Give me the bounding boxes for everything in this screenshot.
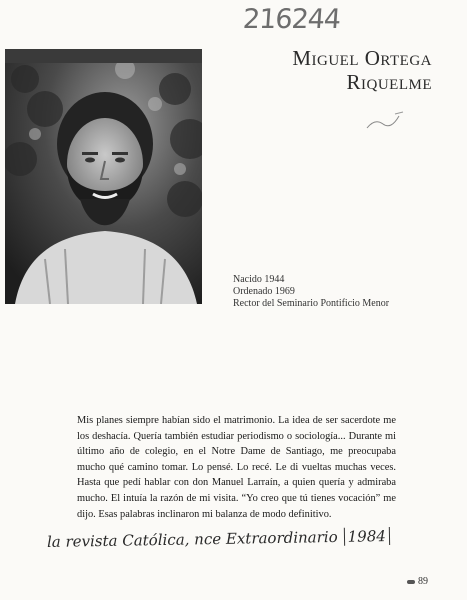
- page-number-text: 89: [418, 576, 428, 587]
- person-name: [292, 46, 432, 94]
- testimony-paragraph: Mis planes siempre habían sido el matrimonio. La idea de ser sacerdote me los deshacía. Quería también estudiar periodismo o sociología... Durante mi último año de colegio, en el Notre Dame de Santiago, me preocupaba mucho qué camino tomar. Lo pensé. Lo recé. Le di vueltas muchas veces. Hasta que pedí hablar con don Manuel Larraín, a quien quería y admiraba mucho. El intuía la razón de mi visita. “Yo creo que tú tienes vocación” me dijo. Esas palabras inclinaron mi balanza de modo definitivo.: [77, 415, 396, 520]
- person-name-line2: Riquelme: [346, 70, 432, 94]
- source-note-text: la revista Católica, nce Extraordinario: [46, 527, 338, 551]
- page-number: [407, 576, 428, 587]
- pen-scribble-mark: [365, 110, 405, 132]
- birth-year-line: Nacido 1944: [233, 274, 285, 285]
- ink-mark-icon: [407, 580, 415, 584]
- position-line: Rector del Seminario Pontificio Menor: [233, 298, 390, 309]
- portrait-photo: [5, 49, 202, 304]
- handwritten-source-note: [47, 527, 390, 551]
- biographical-facts: [233, 274, 389, 310]
- handwritten-catalog-number: 216244: [241, 4, 342, 35]
- ordination-year-line: Ordenado 1969: [233, 286, 295, 297]
- source-note-year: 1984: [344, 527, 390, 546]
- person-name-line1: Miguel Ortega: [292, 46, 432, 70]
